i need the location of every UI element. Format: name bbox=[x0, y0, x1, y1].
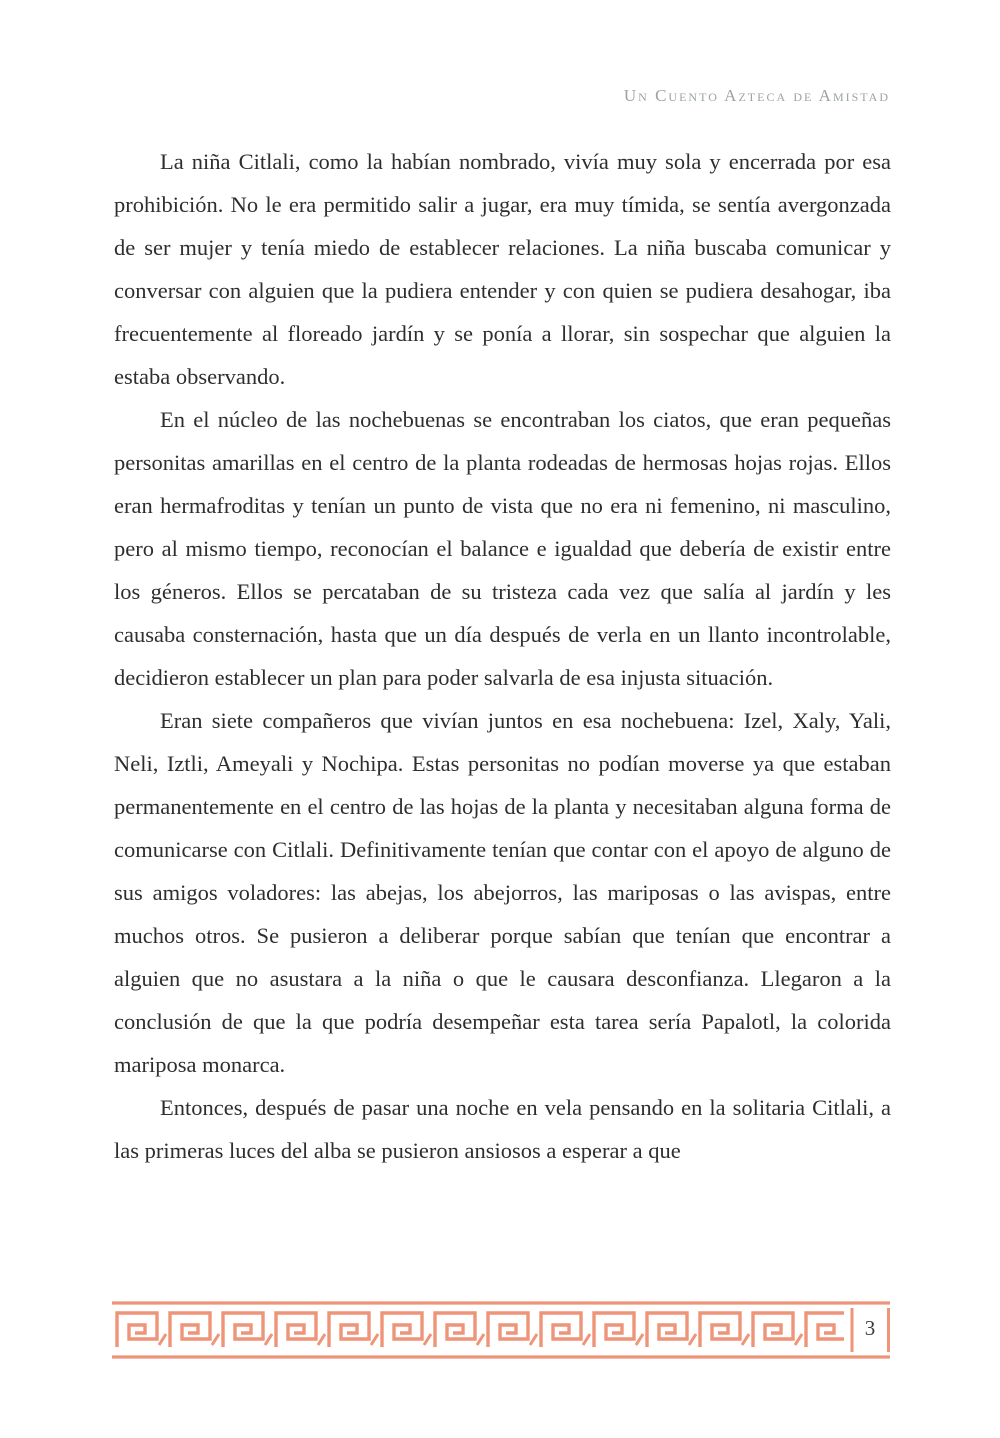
running-header: Un Cuento Azteca de Amistad bbox=[623, 86, 890, 105]
page-number: 3 bbox=[864, 1316, 876, 1340]
page-body bbox=[114, 140, 891, 1172]
paragraph: La niña Citlali, como la habían nombrado, vivía muy sola y encerrada por esa prohibición. No le era permitido salir a jugar, era muy tímida, se sentía avergonzada de ser mujer y tenía miedo de establecer relaciones. La niña buscaba comunicar y conversar con alguien que la pudiera entender y con quien se pudiera desahogar, iba frecuentemente al floreado jardín y se ponía a llorar, sin sospechar que alguien la estaba observando. bbox=[114, 149, 891, 389]
paragraph: Eran siete compañeros que vivían juntos en esa nochebuena: Izel, Xaly, Yali, Neli, Iztli, Ameyali y Nochipa. Estas personitas no podían moverse ya que estaban permanentemente en el centro de las hojas de la planta y necesitaban alguna forma de comunicarse con Citlali. Definitivamente tenían que contar con el apoyo de alguno de sus amigos voladores: las abejas, los abejorros, las mariposas o las avispas, entre muchos otros. Se pusieron a deliberar porque sabían que tenían que encontrar a alguien que no asustara a la niña o que le causara desconfianza. Llegaron a la conclusión de que la que podría desempeñar esta tarea sería Papalotl, la colorida mariposa monarca. bbox=[114, 708, 891, 1077]
meander-border-ornament bbox=[112, 1300, 890, 1360]
paragraph: Entonces, después de pasar una noche en vela pensando en la solitaria Citlali, a las primeras luces del alba se pusieron ansiosos a esperar a que bbox=[114, 1095, 891, 1163]
paragraph: En el núcleo de las nochebuenas se encontraban los ciatos, que eran pequeñas personitas amarillas en el centro de la planta rodeadas de hermosas hojas rojas. Ellos eran hermafroditas y tenían un punto de vista que no era ni femenino, ni masculino, pero al mismo tiempo, reconocían el balance e igualdad que debería de existir entre los géneros. Ellos se percataban de su tristeza cada vez que salía al jardín y les causaba consternación, hasta que un día después de verla en un llanto incontrolable, decidieron establecer un plan para poder salvarla de esa injusta situación. bbox=[114, 407, 891, 690]
